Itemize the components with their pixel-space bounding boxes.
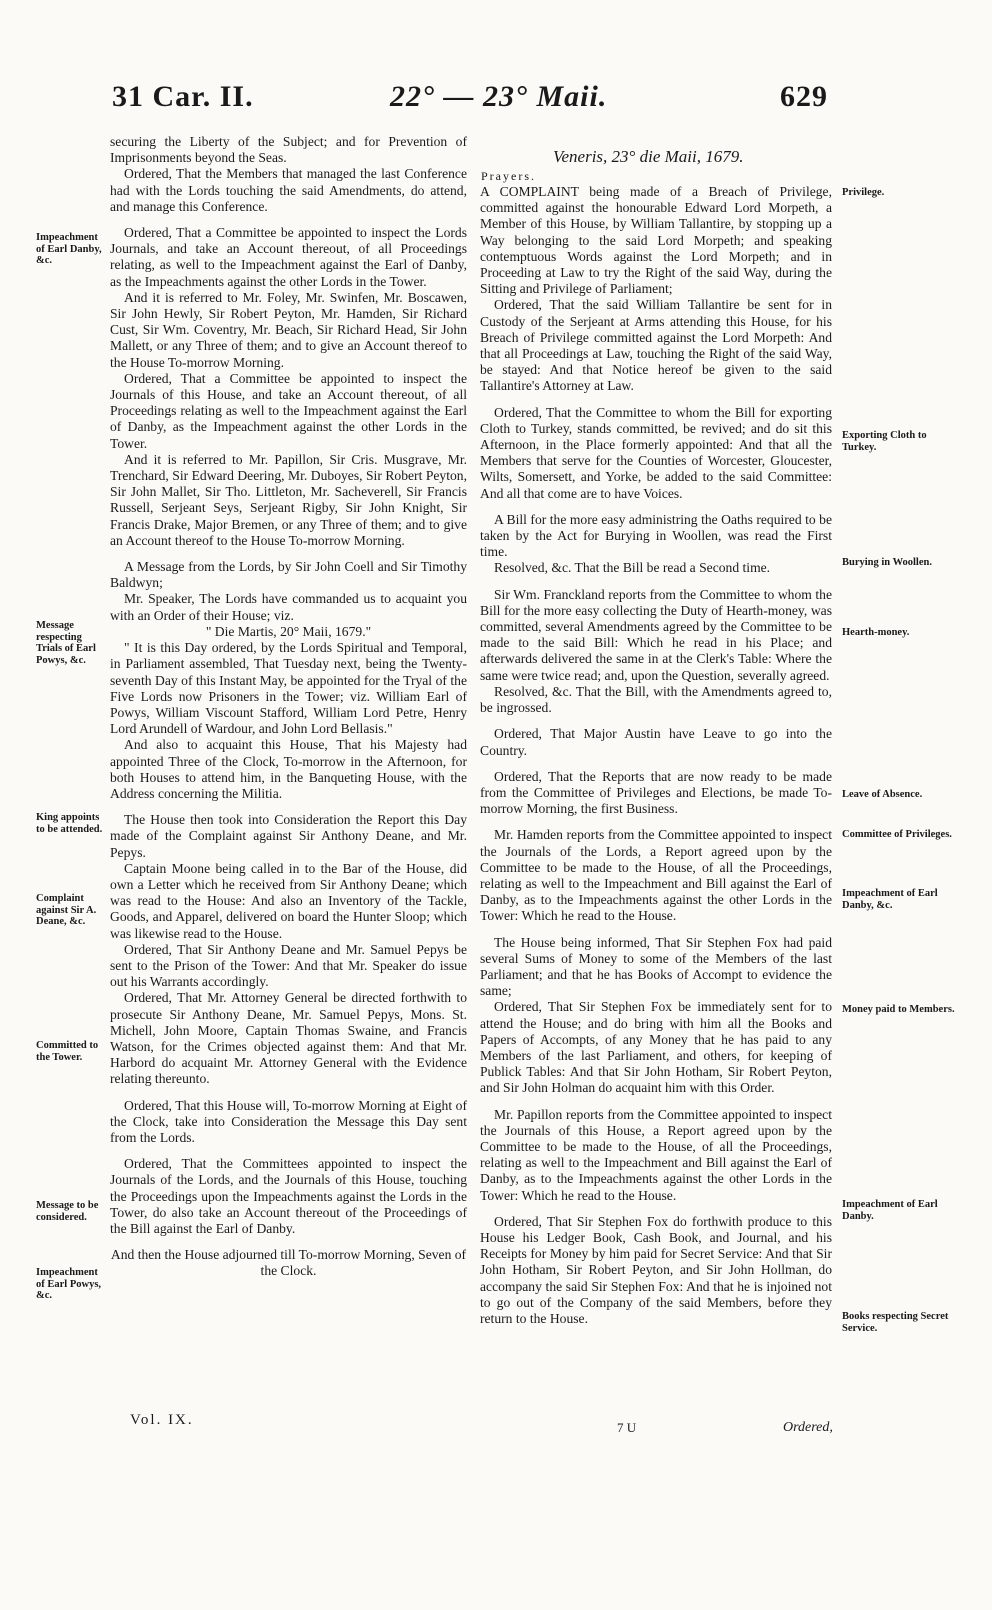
paragraph: The House being informed, That Sir Stephen Fox had paid several Sums of Money to some of the Members of the last Parliament; and that he has Books of Accompt to evidence the same; (480, 934, 832, 999)
margin-note: Impeachment of Earl Danby, &c. (36, 232, 102, 266)
page-number: 629 (780, 80, 828, 113)
paragraph: Mr. Hamden reports from the Committee appointed to inspect the Journals of the Lords, a Report agreed upon by the Committee to be made to the House, of all the Proceedings, relating as well to the Impeachment and Bill against the Earl of Danby, as to the Impeachments against the other Lords in the Tower: Which he read to the House. (480, 827, 832, 924)
margin-note: Exporting Cloth to Turkey. (842, 430, 927, 453)
paragraph: Resolved, &c. That the Bill be read a Second time. (494, 560, 771, 576)
margin-note: Message to be considered. (36, 1200, 99, 1223)
paragraph: And also to acquaint this House, That his Majesty had appointed Three of the Clock, To-morrow in the Afternoon, for both Houses to attend him, in the Banqueting House, with the Address concerning the Militia. (110, 737, 467, 801)
paragraph: Captain Moone being called in to the Bar of the House, did own a Letter which he received from Sir Anthony Deane; which was read to the House: And also an Inventory of the Tackle, Goods, and Apparel, delivered on board the Hunter Sloop; which was likewise read to the House. (110, 860, 467, 941)
right-column (480, 184, 832, 1327)
paragraph: Mr. Papillon reports from the Committee appointed to inspect the Journals of this House, a Report agreed upon by the Committee to be made to the House, of all the Proceedings, relating as well to the Impeachment and Bill against the Earl of Danby, as to the Impeachments against the other Lords in the Tower: Which he read to the House. (480, 1106, 832, 1203)
paragraph: " It is this Day ordered, by the Lords Spiritual and Temporal, in Parliament assembled, That Tuesday next, being the Twenty-seventh Day of this Instant May, be appointed for the Tryal of the Five Lords now Prisoners in the Tower; viz. William Earl of Powys, William Viscount Stafford, William Lord Petre, Henry Lord Arundell of Wardour, and John Lord Bellasis." (110, 640, 467, 737)
paragraph: Mr. Speaker, The Lords have commanded us to acquaint you with an Order of their House; viz. (110, 591, 467, 623)
prayers-heading: Prayers. (481, 169, 536, 183)
paragraph: A Message from the Lords, by Sir John Coell and Sir Timothy Baldwyn; (110, 559, 467, 591)
paragraph: Resolved, &c. That the Bill, with the Amendments agreed to, be ingrossed. (480, 683, 832, 716)
running-head-center: 22° — 23° Maii. (390, 80, 608, 113)
margin-note: Privilege. (842, 187, 885, 198)
paragraph: Ordered, That Sir Stephen Fox be immediately sent for to attend the House; and do bring with him all the Books and Papers of Accompts, of any Money that he has paid to any Members of the last Parliament, and others, for keeping of Publick Tables: And that Sir John Hotham, Sir Robert Peyton, and Sir John Holman do acquaint him with this Order. (480, 999, 832, 1096)
margin-note: Impeachment of Earl Danby. (842, 1199, 938, 1222)
margin-note: Impeachment of Earl Danby, &c. (842, 888, 938, 911)
margin-note: Leave of Absence. (842, 789, 923, 800)
paragraph: Ordered, That the Members that managed the last Conference had with the Lords touching the said Amendments, do attend, and manage this Conference. (110, 166, 467, 214)
margin-note: Committee of Privileges. (842, 829, 952, 840)
paragraph: Ordered, That Sir Stephen Fox do forthwith produce to this House his Ledger Book, Cash Book, and Journal, and his Receipts for Money by him paid for Secret Service: And that Sir John Hotham, Sir Robert Peyton, and Sir John Hollman, do accompany the said Sir Stephen Fox: And that he is injoined not to go out of the Company of the said Members, before they return to the House. (480, 1213, 832, 1326)
margin-note: Books respecting Secret Service. (842, 1311, 949, 1334)
paragraph: Ordered, That the Committee to whom the Bill for exporting Cloth to Turkey, stands committed, be revived; and do sit this Afternoon, in the Place formerly appointed: And that all the Members that serve for the Counties of Worcester, Gloucester, Wilts, Somersett, and Yorke, be added to the said Committee: And all that come are to have Voices. (480, 404, 832, 501)
paragraph: A COMPLAINT being made of a Breach of Privilege, committed against the honourable Edward Lord Morpeth, a Member of this House, by William Tallantire, by stopping up a Way belonging to the said Lord Morpeth; and speaking contemptuous Words against the Lord Morpeth; and in Proceeding at Law to try the Right of the said Way, during the Sitting and Privilege of Parliament; (480, 184, 832, 297)
margin-note: Burying in Woollen. (842, 557, 932, 568)
paragraph: And it is referred to Mr. Papillon, Sir Cris. Musgrave, Mr. Trenchard, Sir Edward Deering, Mr. Duboyes, Sir Robert Peyton, Sir John Mallet, Sir Tho. Littleton, Mr. Sacheverell, Sir Francis Russell, Serjeant Seys, Serjeant Rigby, Sir John Knight, Sir Francis Drake, Major Bremen, or any Three of them; and to give an Account thereof to the House To-morrow Morning. (110, 451, 467, 548)
margin-note: Money paid to Members. (842, 1004, 955, 1015)
margin-note: Hearth-money. (842, 627, 910, 638)
paragraph: Ordered, That a Committee be appointed to inspect the Journals of this House, and take an Account thereout, of all Proceedings relating as well to the Impeachment against the Earl of Danby, as the Impeachment against the other Lords in the Tower. (110, 370, 467, 451)
paragraph: Ordered, That Mr. Attorney General be directed forthwith to prosecute Sir Anthony Deane, Mr. Samuel Pepys, Mons. St. Michell, John Moore, Captain Thomas Swaine, and Francis Watson, for the Crimes objected against them: And that Mr. Harbord do acquaint Mr. Attorney General with the Evidence relating thereunto. (110, 990, 467, 1087)
paragraph: And it is referred to Mr. Foley, Mr. Swinfen, Mr. Boscawen, Sir John Hewly, Sir Robert Peyton, Mr. Hamden, Sir Richard Cust, Sir Wm. Coventry, Mr. Beach, Sir Richard Head, Sir John Mallett, or any Three of them; and to give an Account thereof to the House To-morrow Morning. (110, 289, 467, 370)
paragraph: securing the Liberty of the Subject; and for Prevention of Imprisonments beyond the Seas. (110, 134, 467, 166)
paragraph: Ordered, That Major Austin have Leave to go into the Country. (480, 726, 832, 758)
paragraph: Ordered, That the Reports that are now ready to be made from the Committee of Privileges and Elections, be made To-morrow Morning, the first Business. (480, 768, 832, 817)
margin-note: Message respecting Trials of Earl Powys, &c. (36, 620, 96, 666)
paragraph: Ordered, That the Committees appointed to inspect the Journals of the Lords, and the Journals of this House, touching the Proceedings upon the Impeachments against the Lords in the Tower, do also take an Account thereout of the Proceedings of the Bill against the Earl of Danby. (110, 1156, 467, 1236)
paragraph: Ordered, That a Committee be appointed to inspect the Lords Journals, and take an Account thereout, of all Proceedings relating, as well to the Impeachment against the Earl of Danby, as the Impeachments against the other Lords in the Tower. (110, 225, 467, 289)
paragraph: Ordered, That Sir Anthony Deane and Mr. Samuel Pepys be sent to the Prison of the Tower: And that Mr. Speaker do issue out his Warrants accordingly. (110, 941, 467, 990)
paragraph: The House then took into Consideration the Report this Day made of the Complaint against Sir Anthony Deane, and Mr. Pepys. (110, 812, 467, 860)
margin-note: King appoints to be attended. (36, 812, 103, 835)
paragraph: And then the House adjourned till To-morrow Morning, Seven of the Clock. (110, 1247, 467, 1279)
paragraph: Ordered, That this House will, To-morrow Morning at Eight of the Clock, take into Consideration the Message this Day sent from the Lords. (110, 1097, 467, 1145)
signature-mark: 7 U (617, 1420, 637, 1435)
paragraph: Ordered, That the said William Tallantire be sent for in Custody of the Serjeant at Arms attending this House, for his Breach of Privilege committed against the Lord Morpeth: And that all Proceedings at Law, touching the Right of the said Way, be stayed: And that Notice hereof be given to the said Tallantire's Attorney at Law. (480, 297, 832, 394)
paragraph: Sir Wm. Franckland reports from the Committee to whom the Bill for the more easy collecting the Duty of Hearth-money, was committed, several Amendments agreed by the Committee to be made to the said Bill: Which he read in his Place; and afterwards delivered the same in at the Clerk's Table: Where the same were twice read; and, upon the Question, severally agreed. (480, 586, 832, 683)
volume-label: Vol. IX. (130, 1412, 194, 1428)
margin-note: Committed to the Tower. (36, 1040, 99, 1063)
sitting-date: Veneris, 23° die Maii, 1679. (553, 147, 744, 166)
paragraph: " Die Martis, 20° Maii, 1679." (205, 623, 372, 639)
catchword: Ordered, (783, 1420, 833, 1435)
running-head-left: 31 Car. II. (112, 80, 254, 113)
margin-note: Complaint against Sir A. Deane, &c. (36, 893, 97, 927)
margin-note: Impeachment of Earl Powys, &c. (36, 1267, 102, 1301)
left-column (110, 134, 467, 1280)
paragraph: A Bill for the more easy administring the Oaths required to be taken by the Act for Burying in Woollen, was read the First time. (480, 511, 832, 560)
